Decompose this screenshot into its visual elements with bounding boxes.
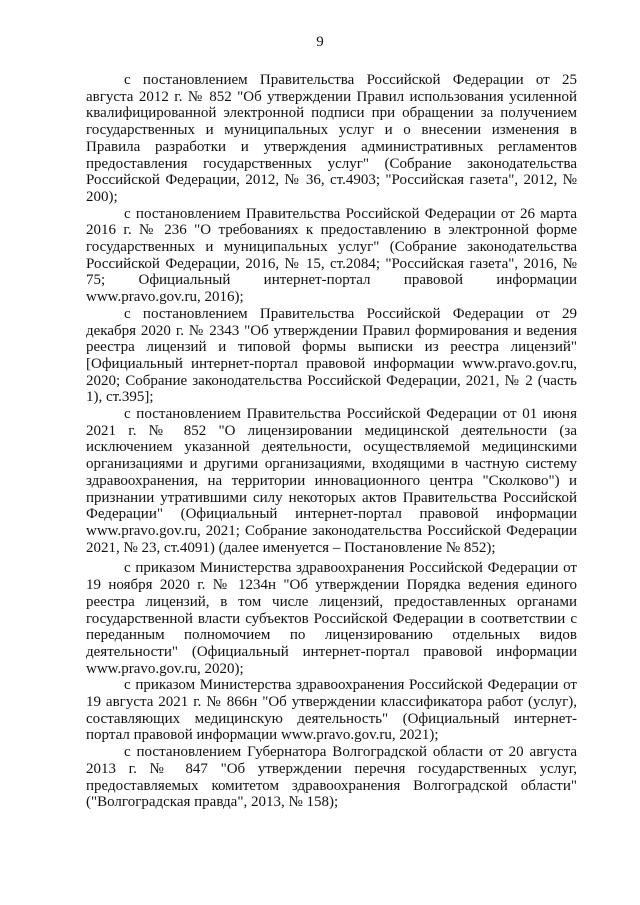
paragraph-decree-852-2021: с постановлением Правительства Российской Федерации от 01 июня 2021 г. № 852 "О лицензировании медицинской деятельности (за исключением указанной деятельности, осуществляемой медицинскими организациями и другими организациями, входящими в частную систему здравоохранения, на территории инновационного центра "Сколково") и признании утратившими силу некоторых актов Правительства Российской Федерации" (Официальный интернет-портал правовой информации www.pravo.gov.ru, 2021; Собрание законодательства Российской Федерации 2021, № 23, ст.4091) (далее именуется – Постановление № 852); <box>86 406 577 556</box>
paragraph-governor-decree-847-2013: с постановлением Губернатора Волгоградской области от 20 августа 2013 г. № 847 "Об утверждении перечня государственных услуг, предоставляемых комитетом здравоохранения Волгоградской области" ("Волгоградская правда", 2013, № 158); <box>86 744 577 811</box>
paragraph-decree-236-2016: с постановлением Правительства Российской Федерации от 26 марта 2016 г. № 236 "О требованиях к предоставлению в электронной форме государственных и муниципальных услуг" (Собрание законодательства Российской Федерации, 2016, № 15, ст.2084; "Российская газета", 2016, № 75; Официальный интернет-портал правовой информации www.pravo.gov.ru, 2016); <box>86 205 577 306</box>
paragraph-order-1234n-2020: с приказом Министерства здравоохранения Российской Федерации от 19 ноября 2020 г. № 1234н "Об утверждении Порядка ведения единого реестра лицензий, в том числе лицензий, предоставленных органами государственной власти субъектов Российской Федерации в соответствии с переданным полномочием по лицензированию отдельных видов деятельности" (Официальный интернет-портал правовой информации www.pravo.gov.ru, 2020); <box>86 560 577 677</box>
paragraph-order-866n-2021: с приказом Министерства здравоохранения Российской Федерации от 19 августа 2021 г. № 866н "Об утверждении классификатора работ (услуг), составляющих медицинскую деятельность" (Официальный интернет-портал правовой информации www.pravo.gov.ru, 2021); <box>86 677 577 744</box>
document-body <box>86 72 577 811</box>
paragraph-decree-2343-2020: с постановлением Правительства Российской Федерации от 29 декабря 2020 г. № 2343 "Об утверждении Правил формирования и ведения реестра лицензий и типовой формы выписки из реестра лицензий" [Официальный интернет-портал правовой информации www.pravo.gov.ru, 2020; Собрание законодательства Российской Федерации, 2021, № 2 (часть 1), ст.395]; <box>86 305 577 406</box>
page-number: 9 <box>316 34 324 50</box>
paragraph-decree-852-2012: с постановлением Правительства Российской Федерации от 25 августа 2012 г. № 852 "Об утверждении Правил использования усиленной квалифицированной электронной подписи при обращении за получением государственных и муниципальных услуг и о внесении изменения в Правила разработки и утверждения административных регламентов предоставления государственных услуг" (Собрание законодательства Российской Федерации, 2012, № 36, ст.4903; "Российская газета", 2012, № 200); <box>86 72 577 205</box>
